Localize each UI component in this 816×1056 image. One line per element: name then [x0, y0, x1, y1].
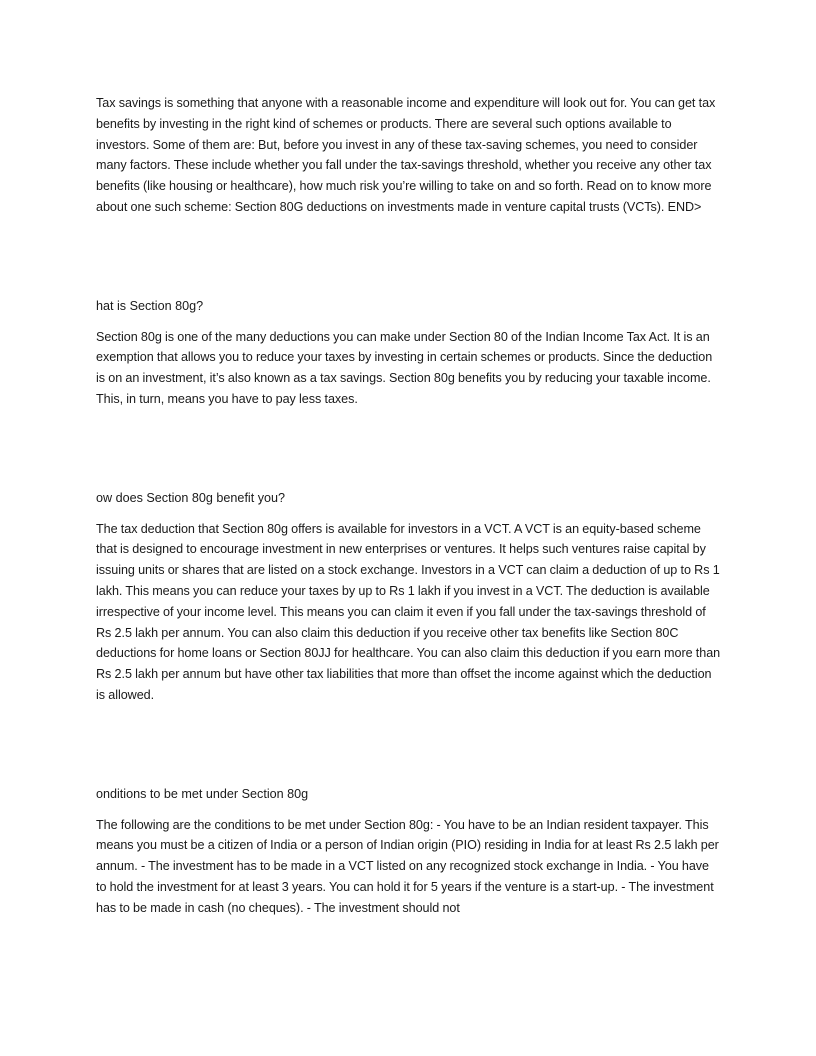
section-heading-conditions: onditions to be met under Section 80g — [96, 786, 309, 801]
intro-paragraph: Tax savings is something that anyone with a reasonable income and expenditure will look out for. You can get tax benefits by investing in the right kind of schemes or products. There are several such options available to investors. Some of them are: But, before you invest in any of these tax-saving schemes, you need to consider many factors. These include whether you fall under the tax-savings threshold, whether you receive any other tax benefits (like housing or healthcare), how much risk you’re willing to take on and so forth. Read on to know more about one such scheme: Section 80G deductions on investments made in venture capital trusts (VCTs). END> — [96, 96, 716, 214]
section-body-benefits: The tax deduction that Section 80g offers is available for investors in a VCT. A VCT is an equity-based scheme that is designed to encourage investment in new enterprises or ventures. It helps such ventures raise capital by issuing units or shares that are listed on a stock exchange. Investors in a VCT can claim a deduction of up to Rs 1 lakh. This means you can reduce your taxes by up to Rs 1 lakh if you invest in a VCT. The deduction is available irrespective of your income level. This means you can claim it even if you fall under the tax-savings threshold of Rs 2.5 lakh per annum. You can also claim this deduction if you receive other tax benefits like Section 80C deductions for home loans or Section 80JJ for healthcare. You can also claim this deduction if you earn more than Rs 2.5 lakh per annum but have other tax liabilities that more than offset the income against which the deduction is allowed. — [96, 521, 721, 702]
section-body-what-is-80g: Section 80g is one of the many deductions you can make under Section 80 of the Indian Income Tax Act. It is an exemption that allows you to reduce your taxes by investing in certain schemes or products. Since the deduction is on an investment, it’s also known as a tax savings. Section 80g benefits you by reducing your taxable income. This, in turn, means you have to pay less taxes. — [96, 329, 713, 406]
section-body-conditions: The following are the conditions to be met under Section 80g: - You have to be an Indian resident taxpayer. This means you must be a citizen of India or a person of Indian origin (PIO) residing in India for at least Rs 2.5 lakh per annum. - The investment has to be made in a VCT listed on any recognized stock exchange in India. - You have to hold the investment for at least 3 years. You can hold it for 5 years if the venture is a start-up. - The investment has to be made in cash (no cheques). - The investment should not — [96, 817, 719, 915]
section-heading-what-is-80g: hat is Section 80g? — [96, 298, 204, 313]
section-heading-benefits: ow does Section 80g benefit you? — [96, 490, 286, 505]
document-page — [96, 93, 722, 919]
